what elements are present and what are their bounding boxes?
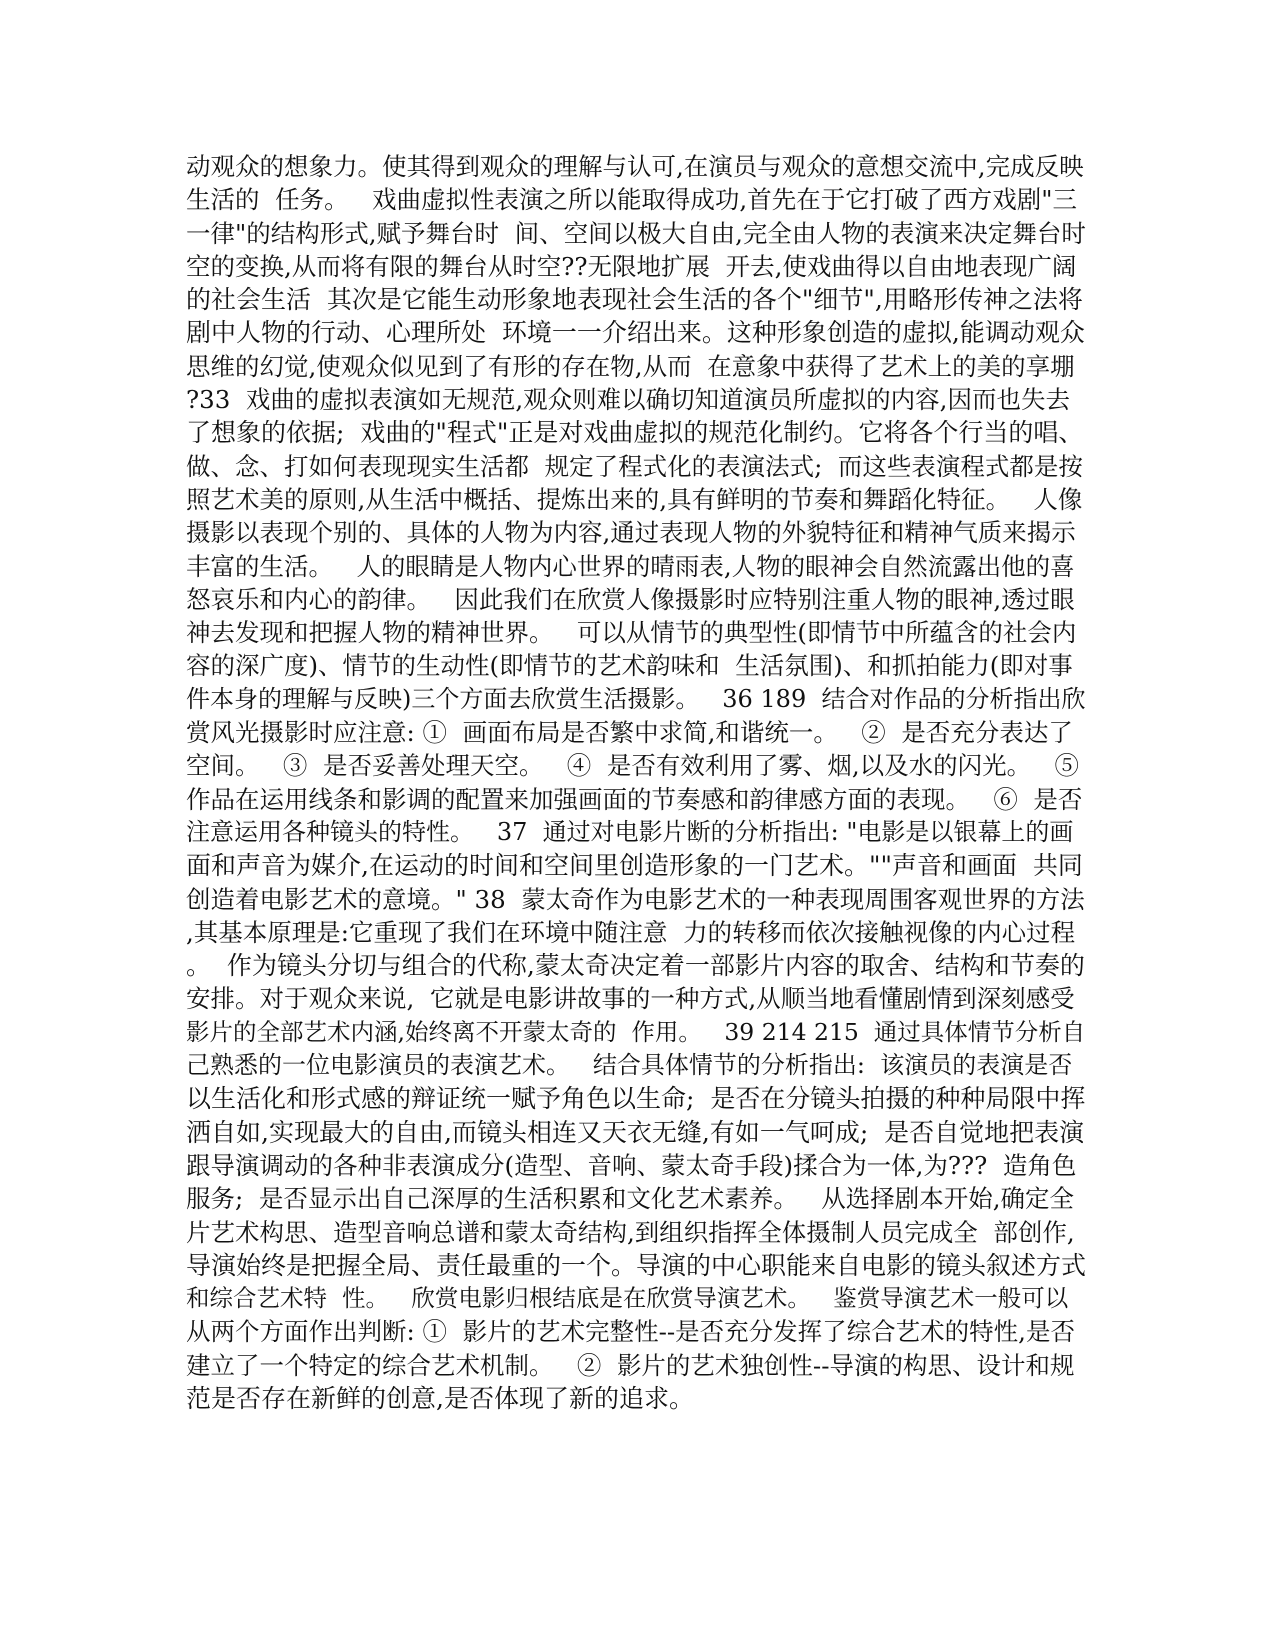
- text-line: 跟导演调动的各种非表演成分(造型、音响、蒙太奇手段)揉合为一体,为??? 造角色: [186, 1150, 1077, 1180]
- text-line: 以生活化和形式感的辩证统一赋予角色以生命; 是否在分镜头拍摄的种种局限中挥: [186, 1084, 1086, 1114]
- text-line: 生活的 任务。 戏曲虚拟性表演之所以能取得成功,首先在于它打破了西方戏剧"三: [186, 185, 1077, 215]
- text-line: 一律"的结构形式,赋予舞台时 间、空间以极大自由,完全由人物的表演来决定舞台时: [186, 218, 1086, 248]
- text-line: ?33 戏曲的虚拟表演如无规范,观众则难以确切知道演员所虚拟的内容,因而也失去: [186, 385, 1070, 415]
- text-line: 和综合艺术特 性。 欣赏电影归根结底是在欣赏导演艺术。 鉴赏导演艺术一般可以: [186, 1284, 1069, 1313]
- text-line: 作品在运用线条和影调的配置来加强画面的节奏感和韵律感方面的表现。 ⑥ 是否: [186, 784, 1083, 814]
- text-line: 洒自如,实现最大的自由,而镜头相连又天衣无缝,有如一气呵成; 是否自觉地把表演: [186, 1117, 1085, 1147]
- text-line: 件本身的理解与反映)三个方面去欣赏生活摄影。 36 189 结合对作品的分析指出欣: [186, 684, 1086, 713]
- text-line: 空的变换,从而将有限的舞台从时空??无限地扩展 开去,使戏曲得以自由地表现广阔: [186, 251, 1077, 281]
- text-line: 丰富的生活。 人的眼睛是人物内心世界的晴雨表,人物的眼神会自然流露出他的喜: [186, 551, 1075, 581]
- text-line: 范是否存在新鲜的创意,是否体现了新的追求。: [186, 1383, 694, 1413]
- text-line: 空间。 ③ 是否妥善处理天空。 ④ 是否有效利用了雾、烟,以及水的闪光。 ⑤: [186, 751, 1080, 781]
- text-line: 做、念、打如何表现现实生活都 规定了程式化的表演法式; 而这些表演程式都是按: [186, 451, 1083, 481]
- text-line: 了想象的依据; 戏曲的"程式"正是对戏曲虚拟的规范化制约。它将各个行当的唱、: [186, 418, 1084, 448]
- text-line: 动观众的想象力。使其得到观众的理解与认可,在演员与观众的意想交流中,完成反映: [186, 152, 1084, 181]
- text-line: 导演始终是把握全局、责任最重的一个。导演的中心职能来自电影的镜头叙述方式: [186, 1250, 1087, 1280]
- text-line: 容的深广度)、情节的生动性(即情节的艺术韵味和 生活氛围)、和抓拍能力(即对事: [186, 651, 1073, 681]
- text-line: 影片的全部艺术内涵,始终离不开蒙太奇的 作用。 39 214 215 通过具体情节分析自: [186, 1017, 1086, 1046]
- text-line: 注意运用各种镜头的特性。 37 通过对电影片断的分析指出: "电影是以银幕上的画: [186, 817, 1074, 846]
- text-line: 面和声音为媒介,在运动的时间和空间里创造形象的一门艺术。""声音和画面 共同: [186, 851, 1083, 881]
- text-line: 安排。对于观众来说, 它就是电影讲故事的一种方式,从顺当地看懂剧情到深刻感受: [186, 984, 1075, 1014]
- text-line: 己熟悉的一位电影演员的表演艺术。 结合具体情节的分析指出: 该演员的表演是否: [186, 1051, 1073, 1080]
- text-line: 的社会生活 其次是它能生动形象地表现社会生活的各个"细节",用略形传神之法将: [186, 285, 1083, 315]
- text-line: 剧中人物的行动、心理所处 环境一一介绍出来。这种形象创造的虚拟,能调动观众: [186, 318, 1085, 348]
- text-line: 。 作为镜头分切与组合的代称,蒙太奇决定着一部影片内容的取舍、结构和节奏的: [186, 951, 1085, 981]
- text-line: 神去发现和把握人物的精神世界。 可以从情节的典型性(即情节中所蕴含的社会内: [186, 618, 1077, 648]
- text-line: 创造着电影艺术的意境。" 38 蒙太奇作为电影艺术的一种表现周围客观世界的方法: [186, 884, 1085, 914]
- text-line: 思维的幻觉,使观众似见到了有形的存在物,从而 在意象中获得了艺术上的美的享堋: [186, 351, 1075, 381]
- text-line: 服务; 是否显示出自己深厚的生活积累和文化艺术素养。 从选择剧本开始,确定全: [186, 1184, 1074, 1214]
- text-line: 片艺术构思、造型音响总谱和蒙太奇结构,到组织指挥全体摄制人员完成全 部创作,: [186, 1217, 1075, 1247]
- body-text: [186, 150, 1086, 1415]
- text-line: 赏风光摄影时应注意: ① 画面布局是否繁中求简,和谐统一。 ② 是否充分表达了: [186, 718, 1073, 748]
- text-line: 摄影以表现个别的、具体的人物为内容,通过表现人物的外貌特征和精神气质来揭示: [186, 518, 1076, 548]
- text-line: 照艺术美的原则,从生活中概括、提炼出来的,具有鲜明的节奏和舞蹈化特征。 人像: [186, 484, 1083, 514]
- text-line: 建立了一个特定的综合艺术机制。 ② 影片的艺术独创性--导演的构思、设计和规: [186, 1350, 1075, 1380]
- text-line: 怒哀乐和内心的韵律。 因此我们在欣赏人像摄影时应特别注重人物的眼神,透过眼: [186, 584, 1075, 614]
- text-line: 从两个方面作出判断: ① 影片的艺术完整性--是否充分发挥了综合艺术的特性,是否: [186, 1317, 1075, 1347]
- text-line: ,其基本原理是:它重现了我们在环境中随注意 力的转移而依次接触视像的内心过程: [186, 917, 1076, 947]
